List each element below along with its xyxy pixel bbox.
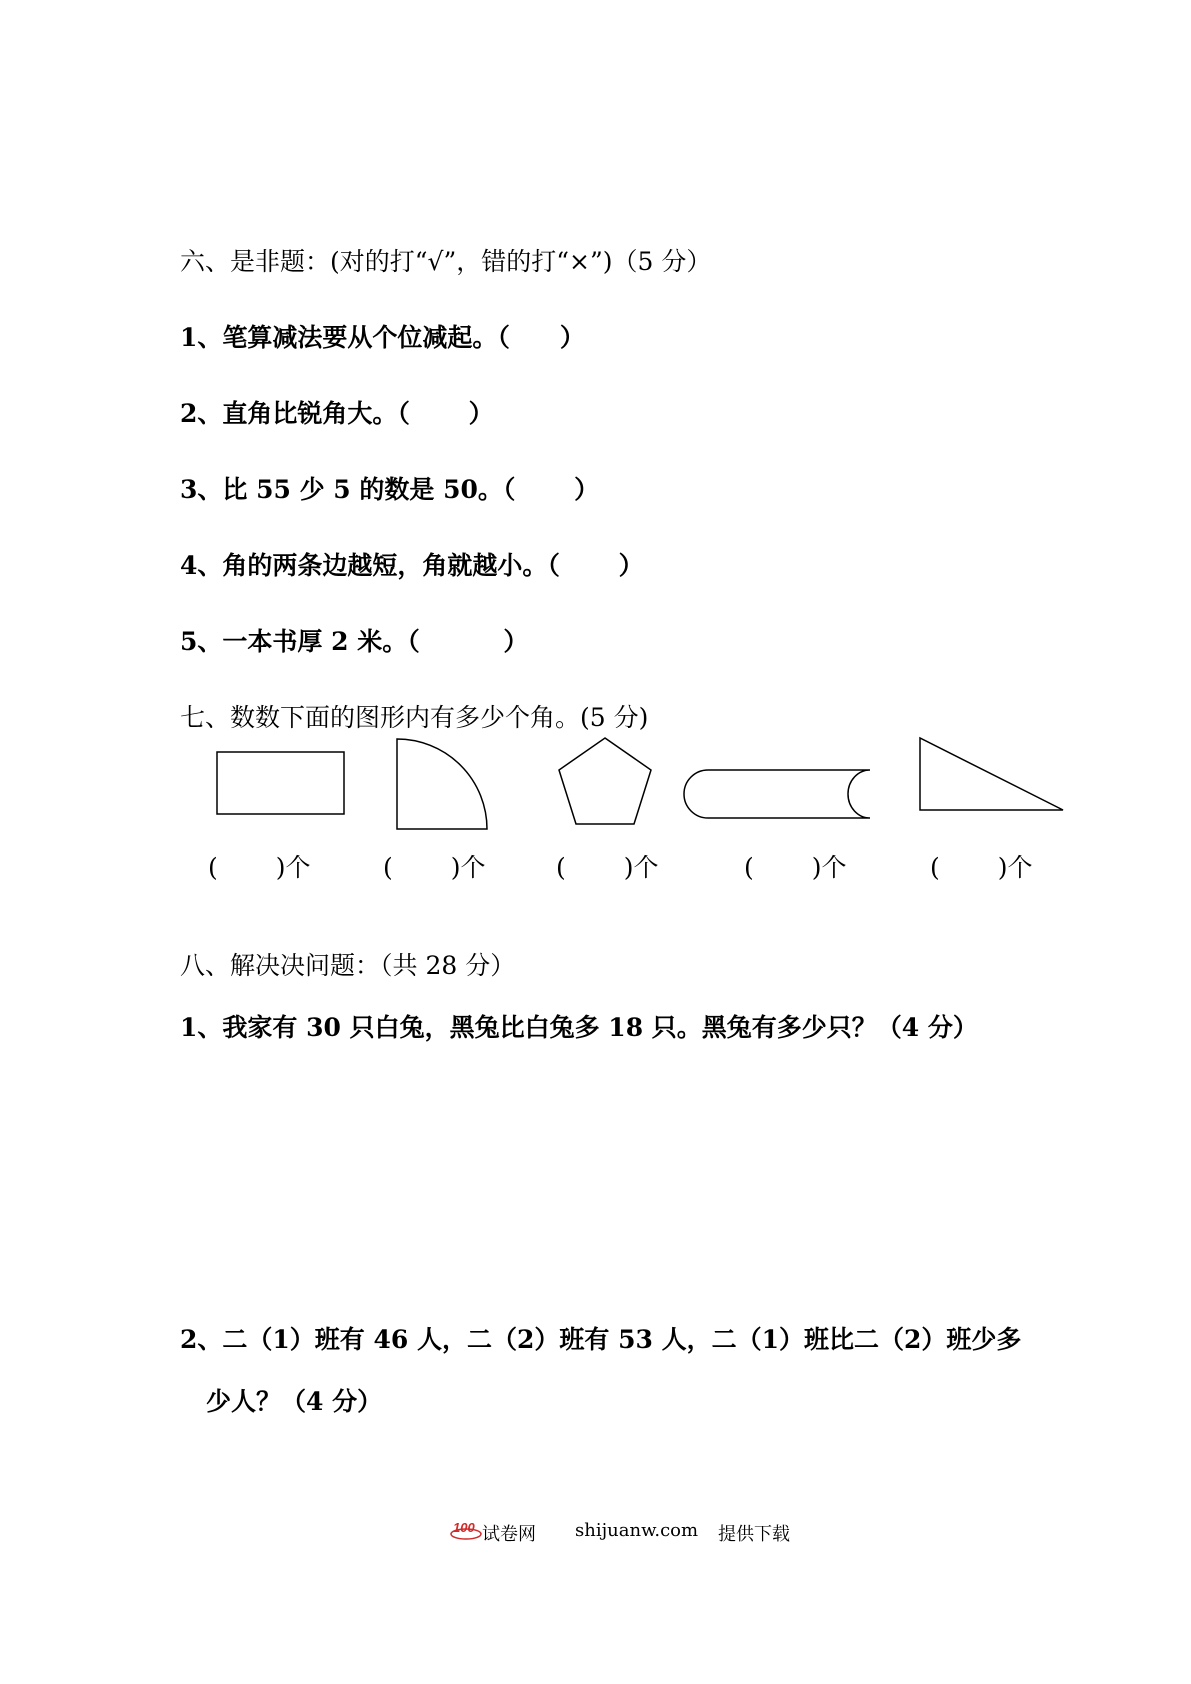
footer-logo — [450, 1518, 482, 1544]
quarter-circle-shape — [397, 739, 487, 829]
section6-item-5: 5、一本书厚 2 米。（ ） — [180, 627, 529, 656]
section7-title: 七、数数下面的图形内有多少个角。(5 分) — [180, 703, 649, 732]
section6-item-3: 3、比 55 少 5 的数是 50。（ ） — [180, 475, 600, 504]
section8-title: 八、解决决问题：（共 28 分） — [180, 951, 516, 980]
footer-logo-text: 100 — [453, 1520, 475, 1535]
section6-title: 六、是非题：(对的打“√”，错的打“×”)（5 分） — [180, 247, 712, 276]
section8-question-1: 1、我家有 30 只白兔，黑兔比白兔多 18 只。黑兔有多少只？（4 分） — [180, 1013, 978, 1042]
shapes-figure — [180, 724, 1080, 864]
pentagon-shape — [559, 738, 651, 824]
section8-question-2-line-1: 2、二（1）班有 46 人，二（2）班有 53 人，二（1）班比二（2）班少多 — [180, 1325, 1022, 1354]
footer-url: shijuanw.com — [575, 1520, 699, 1541]
capsule-shape — [684, 770, 870, 818]
footer-tagline: 提供下载 — [718, 1524, 790, 1545]
section6-item-4: 4、角的两条边越短，角就越小。（ ） — [180, 551, 644, 580]
angle-count-blank-5: ( )个 — [930, 853, 1033, 882]
angle-count-blank-1: ( )个 — [208, 853, 311, 882]
section6-item-1: 1、笔算减法要从个位减起。（ ） — [180, 323, 585, 352]
section8-question-2-line-2: 少人？（4 分） — [206, 1387, 383, 1416]
right-triangle-shape — [920, 738, 1063, 810]
section6-item-2: 2、直角比锐角大。（ ） — [180, 399, 494, 428]
angle-count-blank-2: ( )个 — [383, 853, 486, 882]
angle-count-blank-4: ( )个 — [744, 853, 847, 882]
footer-site-name: 试卷网 — [482, 1524, 536, 1545]
rectangle-shape — [217, 752, 344, 814]
angle-count-blank-3: ( )个 — [556, 853, 659, 882]
